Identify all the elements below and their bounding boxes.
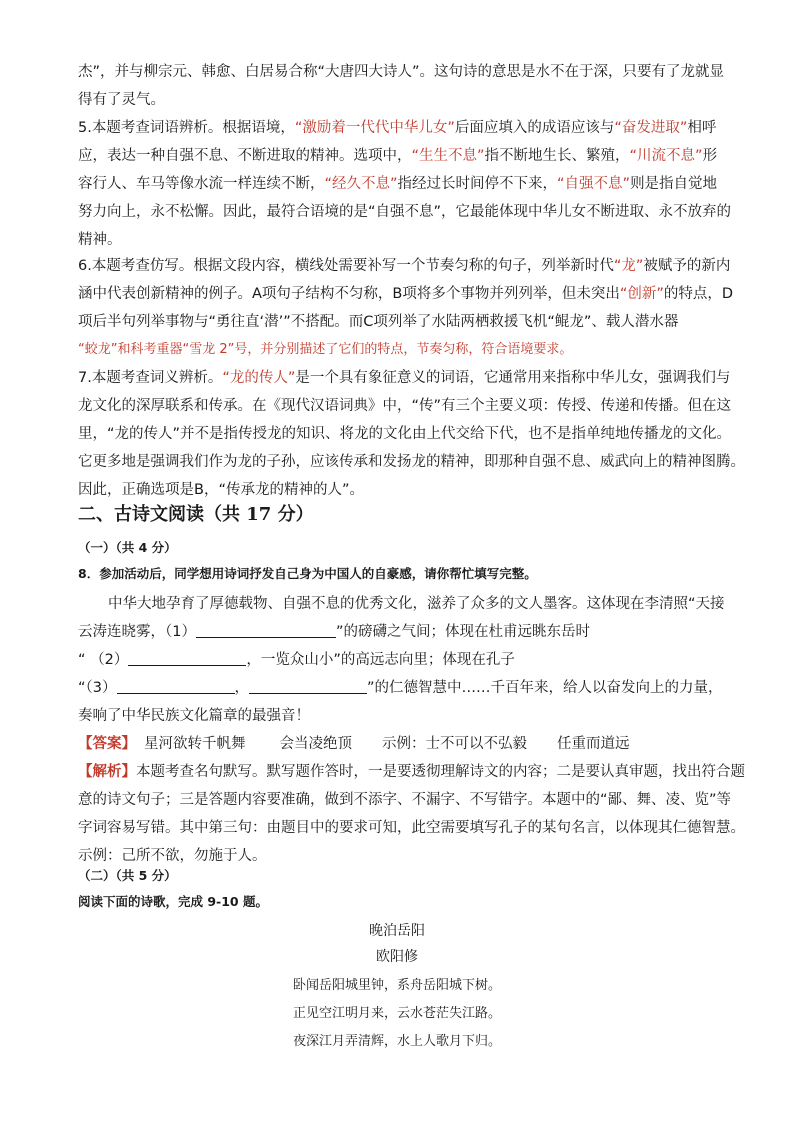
exp6-line-2: 涵中代表创新精神的例子。A项句子结构不匀称，B项将多个事物并列列举，但未突出“创新”的特点，D xyxy=(78,286,734,302)
intro-line-2: 得有了灵气。 xyxy=(78,92,165,108)
exp6-line-1: 6.本题考查仿写。根据文段内容，横线处需要补写一个节奏匀称的句子，列举新时代“龙”被赋予的新内 xyxy=(78,258,731,274)
answer-2: 会当凌绝顶 xyxy=(279,736,352,752)
q8-line-4: “（3） ， ”的仁德智慧中……千百年来，给人以奋发向上的力量， xyxy=(78,680,723,696)
fill-blank-2[interactable] xyxy=(128,651,246,666)
analysis-tag: 【解析】 xyxy=(78,764,136,780)
q8-line-1: 中华大地孕育了厚德载物、自强不息的优秀文化，滋养了众多的文人墨客。这体现在李清照“天接 xyxy=(108,596,725,612)
quote-highlight: “奋发进取” xyxy=(614,120,688,136)
question-8-prompt: 8．参加活动后，同学想用诗词抒发自己身为中国人的自豪感，请你帮忙填写完整。 xyxy=(78,566,537,581)
exp7-line-3: 里，“龙的传人”并不是指传授龙的知识、将龙的文化由上代交给下代，也不是指单纯地传播龙的文化。 xyxy=(78,426,732,442)
fill-blank-3b[interactable] xyxy=(249,679,367,694)
explanation-7 xyxy=(78,364,745,504)
answer-1: 星河欲转千帆舞 xyxy=(144,736,246,752)
exp5-line-3: 容行人、车马等像水流一样连续不断，“经久不息”指经过长时间停不下来，“自强不息”则是指自觉地 xyxy=(78,176,718,192)
explanation-5 xyxy=(78,114,732,254)
quote-highlight: “龙” xyxy=(613,258,644,274)
exp5-line-4: 努力向上，永不松懈。因此，最符合语境的是“自强不息”，它最能体现中华儿女不断进取、永不放弃的 xyxy=(78,204,732,220)
poem-author: 欧阳修 xyxy=(376,949,418,965)
fill-blank-3a[interactable] xyxy=(117,679,235,694)
exp7-line-1: 7.本题考查词义辨析。“龙的传人”是一个具有象征意义的词语，它通常用来指称中华儿女，强调我们与 xyxy=(78,370,731,386)
poem-line-2: 正见空江明月来，云水苍茫失江路。 xyxy=(292,1006,501,1021)
quote-highlight: “创新” xyxy=(619,286,664,302)
q8-line-3: “ （2） ，一览众山小”的高远志向里；体现在孔子 xyxy=(78,652,515,668)
question-9-intro: 阅读下面的诗歌，完成 9-10 题。 xyxy=(78,894,268,909)
analysis-paragraph: 【解析】本题考查名句默写。默写题作答时，一是要透彻理解诗文的内容；二是要认真审题，找出符合题 意的诗文句子；三是答题内容要准确，做到不添字、不漏字、不写错字。本题中的“鄙、舞、凌、览”等 字词容易写错。其中第三句：由题目中的要求可知，此空需要填写孔子的某句名言，以体现其仁德智慧。 示例：己所不欲，勿施于人。 xyxy=(78,764,745,864)
q8-line-2: 云涛连晓雾，（1） ”的磅礴之气间；体现在杜甫远眺东岳时 xyxy=(78,624,590,640)
exp5-line-5: 精神。 xyxy=(78,232,122,248)
poem-title: 晚泊岳阳 xyxy=(369,923,425,939)
exp7-line-2: 龙文化的深厚联系和传承。在《现代汉语词典》中，“传”有三个主要义项：传授、传递和传播。但在这 xyxy=(78,398,732,414)
exp5-line-2: 应，表达一种自强不息、不断进取的精神。选项中，“生生不息”指不断地生长、繁殖，“川流不息”形 xyxy=(78,148,718,164)
exp6-line-3: 项后半句列举事物与“勇往直‘潜’”不搭配。而C项列举了水陆两栖救援飞机“鲲龙”、载人潜水器 xyxy=(78,314,679,330)
answer-4: 任重而道远 xyxy=(557,736,630,752)
intro-paragraph xyxy=(78,58,728,114)
quote-highlight: “川流不息” xyxy=(629,148,703,164)
quote-highlight: “经久不息” xyxy=(324,176,398,192)
answer-tag: 【答案】 xyxy=(78,736,136,752)
answer-line xyxy=(78,730,728,758)
exp6-line-4: “蛟龙”和科考重器“雪龙 2”号，并分别描述了它们的特点，节奏匀称，符合语境要求。 xyxy=(78,342,573,357)
part-2-label: （二）（共 5 分） xyxy=(78,868,177,883)
quote-highlight: “生生不息” xyxy=(411,148,485,164)
section-heading: 二、古诗文阅读（共 17 分） xyxy=(78,504,314,525)
q8-line-5: 奏响了中华民族文化篇章的最强音！ xyxy=(78,708,310,724)
exp7-line-4: 它更多地是强调我们作为龙的子孙，应该传承和发扬龙的精神，即那种自强不息、威武向上的精神图腾。 xyxy=(78,454,745,470)
poem-line-1: 卧闻岳阳城里钟，系舟岳阳城下树。 xyxy=(292,978,501,993)
poem-line-3: 夜深江月弄清辉，水上人歌月下归。 xyxy=(292,1034,501,1049)
answer-3: 示例：士不可以不弘毅 xyxy=(382,736,527,752)
question-8-body xyxy=(78,590,728,730)
intro-line-1: 杰”，并与柳宗元、韩愈、白居易合称“大唐四大诗人”。这句诗的意思是水不在于深，只要有了龙就显 xyxy=(78,64,725,80)
fill-blank-1[interactable] xyxy=(196,623,336,638)
exp5-line-1: 5.本题考查词语辨析。根据语境，“激励着一代代中华儿女”后面应填入的成语应该与“奋发进取”相呼 xyxy=(78,120,717,136)
exp7-line-5: 因此，正确选项是B，“传承龙的精神的人”。 xyxy=(78,482,364,498)
explanation-6 xyxy=(78,252,734,364)
quote-highlight: “激励着一代代中华儿女” xyxy=(294,120,455,136)
quote-highlight: “自强不息” xyxy=(557,176,631,192)
quote-highlight: “龙的传人” xyxy=(222,370,296,386)
part-1-label: （一）（共 4 分） xyxy=(78,540,177,555)
